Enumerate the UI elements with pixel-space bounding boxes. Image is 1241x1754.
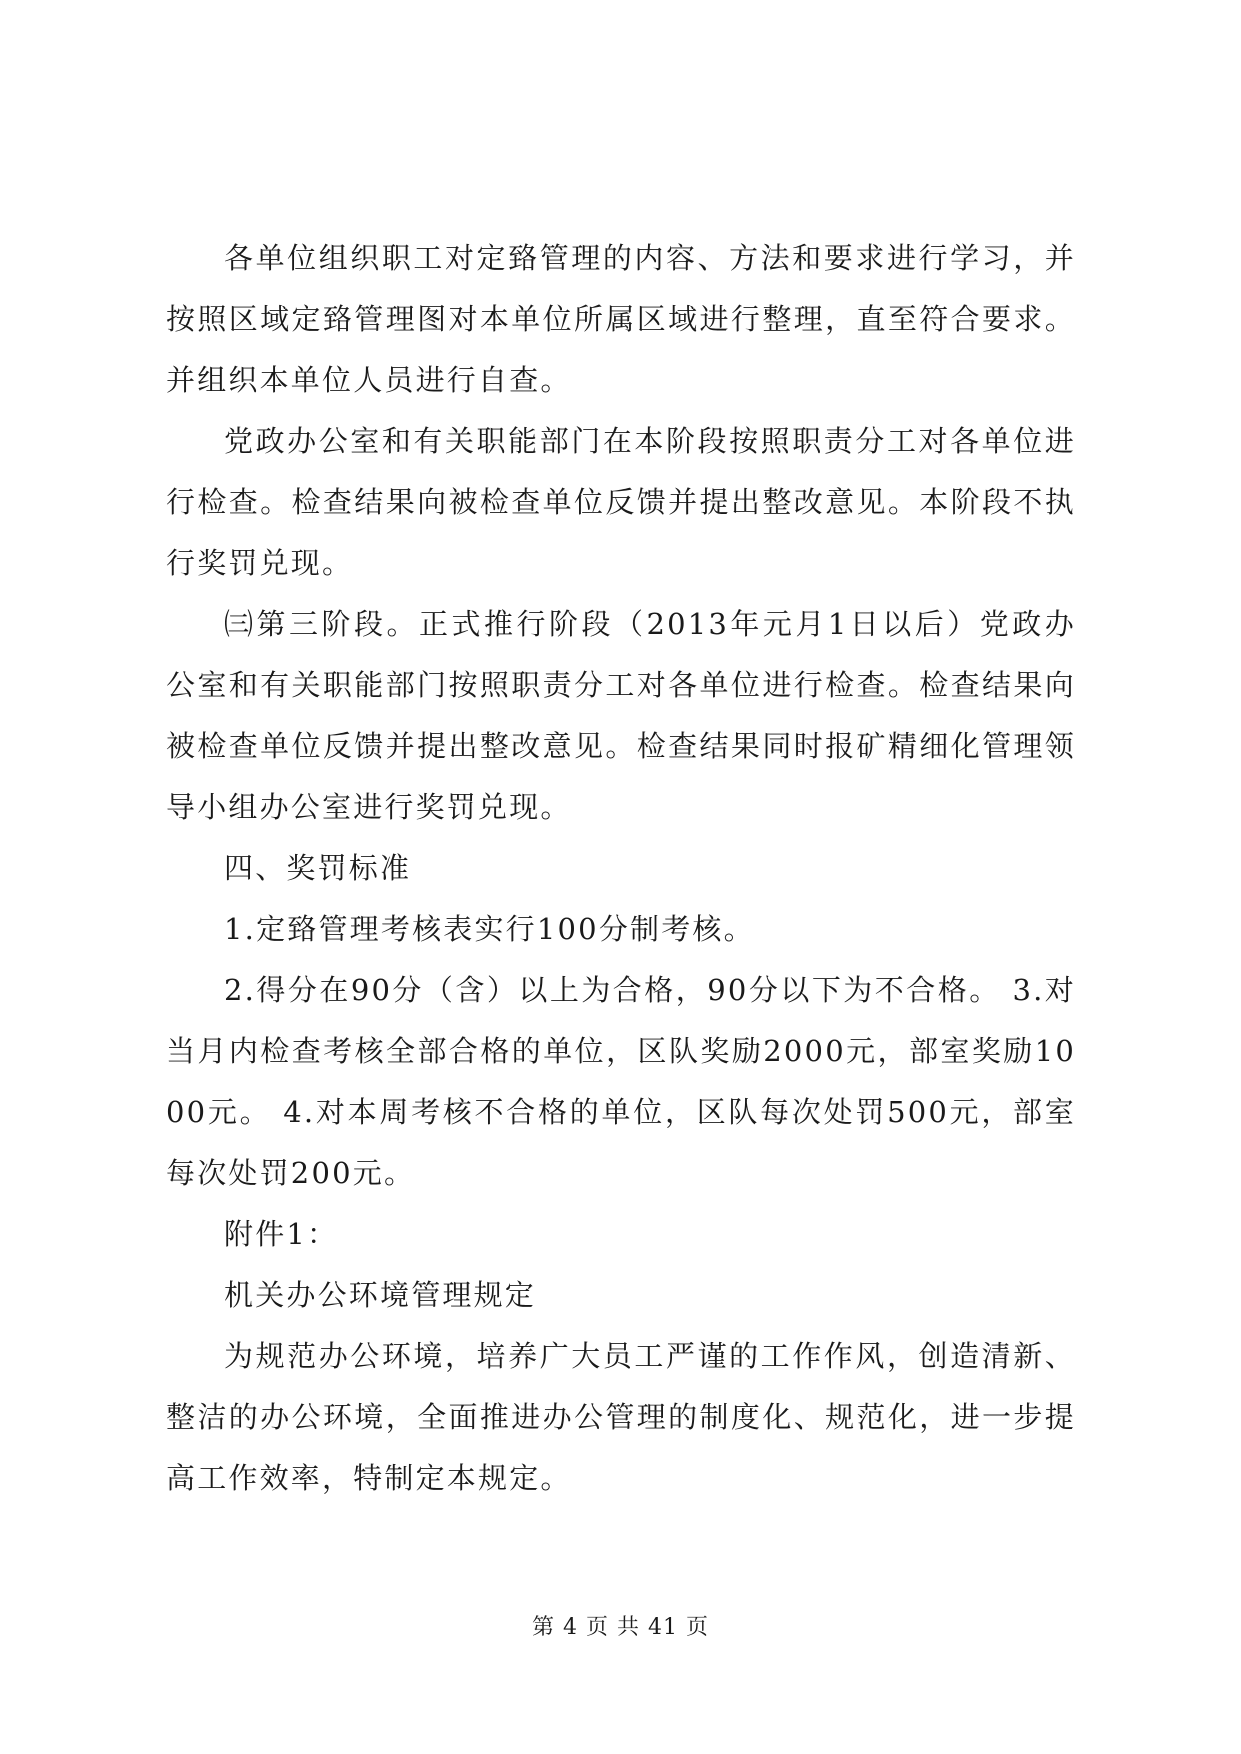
paragraph-inspection-stage-two: 党政办公室和有关职能部门在本阶段按照职责分工对各单位进行检查。检查结果向被检查单位反馈并提出整改意见。本阶段不执行奖罚兑现。 [166,424,1076,580]
rule-items-2-3-4: 2.得分在90分（含）以上为合格，90分以下为不合格。 3.对当月内检查考核全部合格的单位，区队奖励2000元，部室奖励1000元。 4.对本周考核不合格的单位，区队每次处罚500元，部室每次处罚200元。 [166,973,1076,1190]
attachment-title: 机关办公环境管理规定 [224,1278,537,1312]
document-body [166,228,1076,1509]
page-number-footer: 第 4 页 共 41 页 [532,1615,709,1640]
rule-item-1: 1.定臵管理考核表实行100分制考核。 [224,912,755,946]
paragraph-stage-three: ㈢第三阶段。正式推行阶段（2013年元月1日以后）党政办公室和有关职能部门按照职责分工对各单位进行检查。检查结果向被检查单位反馈并提出整改意见。检查结果同时报矿精细化管理领导小组办公室进行奖罚兑现。 [166,607,1076,824]
paragraph-study-and-self-check: 各单位组织职工对定臵管理的内容、方法和要求进行学习，并按照区域定臵管理图对本单位所属区域进行整理，直至符合要求。并组织本单位人员进行自查。 [166,241,1076,397]
section-heading-reward-penalty: 四、奖罚标准 [224,851,412,885]
paragraph-regulation-purpose: 为规范办公环境，培养广大员工严谨的工作作风，创造清新、整洁的办公环境，全面推进办公管理的制度化、规范化，进一步提高工作效率，特制定本规定。 [166,1339,1076,1495]
attachment-label: 附件1： [224,1217,339,1251]
